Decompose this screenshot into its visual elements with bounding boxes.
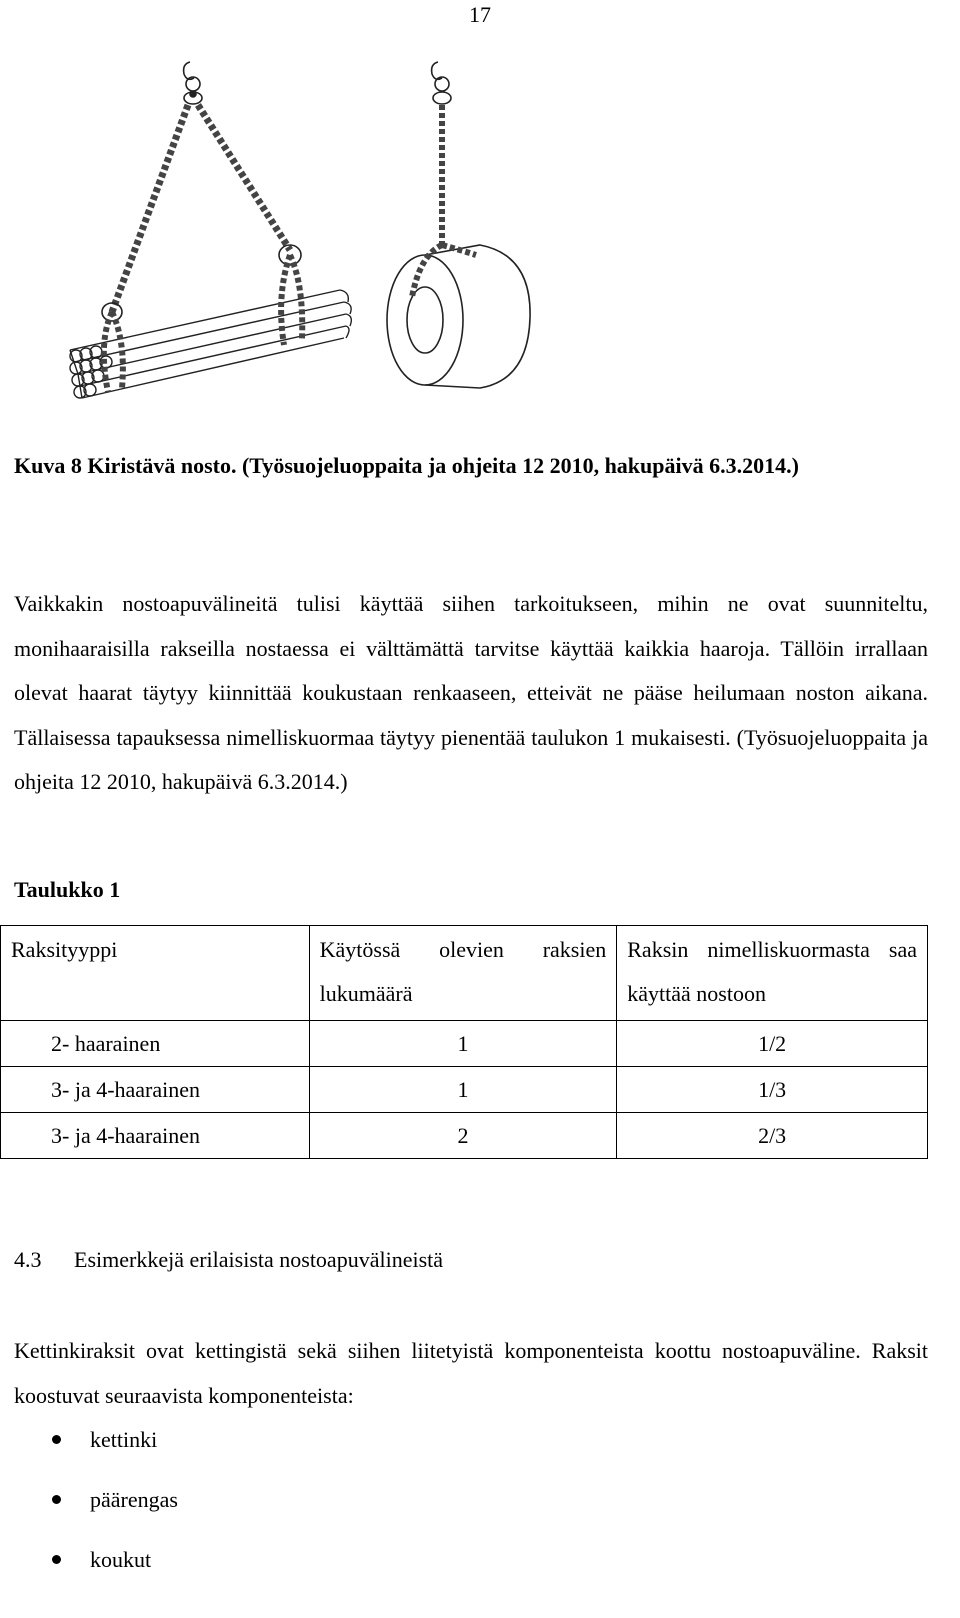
table-cell: 3- ja 4-haarainen (1, 1067, 310, 1113)
component-list (0, 1418, 178, 1598)
table-cell: 2- haarainen (1, 1021, 310, 1067)
bullet-icon (52, 1495, 61, 1504)
table-row (1, 1113, 928, 1159)
table-cell: 3- ja 4-haarainen (1, 1113, 310, 1159)
coil-lift (387, 62, 530, 388)
table-cell: 1/2 (617, 1021, 928, 1067)
list-item (0, 1538, 178, 1598)
body-paragraph-2: Kettinkiraksit ovat kettingistä sekä siihen liitetyistä komponenteista koottu nostoapuväline. Raksit koostuvat seuraavista komponenteista: (14, 1338, 928, 1408)
table-header-row (1, 926, 928, 1021)
load-table (0, 925, 928, 1159)
table-cell: 1 (309, 1021, 617, 1067)
table-cell: 2 (309, 1113, 617, 1159)
section-title: Esimerkkejä erilaisista nostoapuvälineistä (74, 1247, 444, 1272)
list-item (0, 1418, 178, 1478)
table-row (1, 1021, 928, 1067)
table-header-cell: Käytössä olevien raksien lukumäärä (309, 926, 617, 1021)
lifting-illustration (40, 50, 600, 420)
table-cell: 1/3 (617, 1067, 928, 1113)
list-item (0, 1478, 178, 1538)
table-cell: 2/3 (617, 1113, 928, 1159)
list-item-label: kettinki (90, 1427, 158, 1452)
table-header-cell: Raksin nimelliskuormasta saa käyttää nostoon (617, 926, 928, 1021)
bullet-icon (52, 1555, 61, 1564)
table-title: Taulukko 1 (14, 877, 121, 902)
page-number: 17 (469, 2, 491, 27)
body-paragraph-1: Vaikkakin nostoapuvälineitä tulisi käyttää siihen tarkoitukseen, mihin ne ovat suunniteltu, monihaaraisilla rakseilla nostaessa ei välttämättä tarvitse käyttää kaikkia haaroja. Tällöin irrallaan olevat haarat täytyy kiinnittää koukustaan renkaaseen, etteivät ne pääse heilumaan noston aikana. Tällaisessa tapauksessa nimelliskuormaa täytyy pienentää taulukon 1 mukaisesti. (Työsuojeluoppaita ja ohjeita 12 2010, hakupäivä 6.3.2014.) (14, 591, 928, 795)
section-heading (14, 1238, 443, 1282)
table-header-cell: Raksityyppi (1, 926, 310, 1021)
pipe-bundle-lift (70, 62, 351, 398)
table-row (1, 1067, 928, 1113)
table-cell: 1 (309, 1067, 617, 1113)
figure-caption: Kuva 8 Kiristävä nosto. (Työsuojeluoppaita ja ohjeita 12 2010, hakupäivä 6.3.2014.) (14, 453, 799, 478)
list-item-label: päärengas (90, 1487, 178, 1512)
list-item-label: koukut (90, 1547, 152, 1572)
section-number: 4.3 (14, 1247, 42, 1272)
bullet-icon (52, 1435, 61, 1444)
